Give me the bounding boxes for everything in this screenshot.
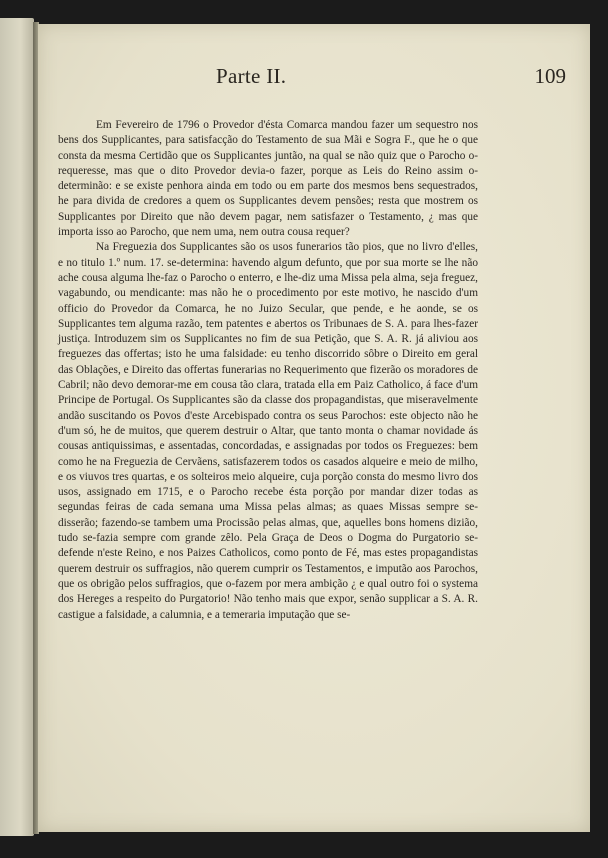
paragraph: Na Freguezia dos Supplicantes são os usos funerarios tão pios, que no livro d'elles, e no titulo 1.º num. 17. se-determina: havendo algum defunto, que por sua morte se lhe não ache cousa alguma lhe-faz o Parocho o enterro, e lhe-diz uma Missa pela alma, seja freguez, vagabundo, ou mendicante: mas não he o procedimento por este motivo, he nascido d'um officio do Provedor da Comarca, he no Juizo Secular, que pende, e he aonde, se os Supplicantes tem alguma razão, tem patentes e abertos os Tribunaes de S. A. para lhes-fazer justiça. Introduzem sim os Supplicantes no fim de sua Petição, que S. A. R. já aliviou aos freguezes das offertas; isto he uma falsidade: eu tenho discorrido sôbre o Direito em geral das Oblações, e Direito das offertas funerarias no Requerimento que fizerão os moradores de Cabril; não devo demorar-me em cousa tão clara, tratada ella em Paiz Catholico, á face d'um Principe de Portugal. Os Supplicantes são da classe dos propagandistas, que miseravelmente andão suscitando os Povos d'este Arcebispado contra os seus Parochos: este objecto não he d'um só, he de muitos, que querem destruir o Altar, que tanto monta o chamar novidade ás cousas antiquissimas, e assentadas, concordadas, e assignadas por todos os Freguezes: bem como he na Freguezia de Cervãens, satisfazerem todos os casados alqueire e meio de milho, e os viuvos tres quartas, e os solteiros meio alqueire, cuja porção consta do mesmo livro dos usos, assignado em 1715, e o Parocho recebe ésta porção por mandar dizer todas as segundas feiras de cada semana uma Missa pelas almas; as quaes Missas sempre se-disserão; fazendo-se tambem uma Procissão pelas almas, que, aquelles bons homens dizião, tudo se-fazia sempre com grande zêlo. Pela Graça de Deos o Dogma do Purgatorio se-defende n'este Reino, e nos Paizes Catholicos, como ponto de Fé, mas estes propagandistas querem destruir os suffragios, não querem cumprir os Testamentos, e imputão aos Parochos, que os obrigão pelos suffragios, que o-fazem por mera ambição ¿ e qual outro foi o systema dos Hereges a respeito do Purgatorio! Não tenho mais que expor, senão supplicar a S. A. R. castigue a falsidade, a calumnia, e a temeraria imputação que se-: [58, 241, 478, 621]
page-header: [58, 64, 566, 90]
body-text: [58, 118, 478, 623]
paragraph: Em Fevereiro de 1796 o Provedor d'ésta Comarca mandou fazer um sequestro nos bens dos Supplicantes, para satisfacção do Testamento de sua Mãi e Sogra F., que he o que consta da mesma Certidão que os Supplicantes juntão, na qual se não quiz que o Parocho o-requeresse, mas que o dito Provedor devia-o fazer, porque as Leis do Reino assim o-determinão: e se existe penhora ainda em todo ou em parte dos mesmos bens sequestrados, he para divida de credores a quem os Supplicantes devem pensões; resta que mostrem os Supplicantes por Direito que não devem pagar, nem satisfazer o Testamento, ¿ mas que importa isso ao Parocho, que nem uma, nem outra cousa requer?: [58, 119, 478, 239]
page-number: 109: [534, 64, 566, 88]
running-head: Parte II.: [216, 64, 287, 88]
facing-page-edge: [0, 18, 34, 836]
